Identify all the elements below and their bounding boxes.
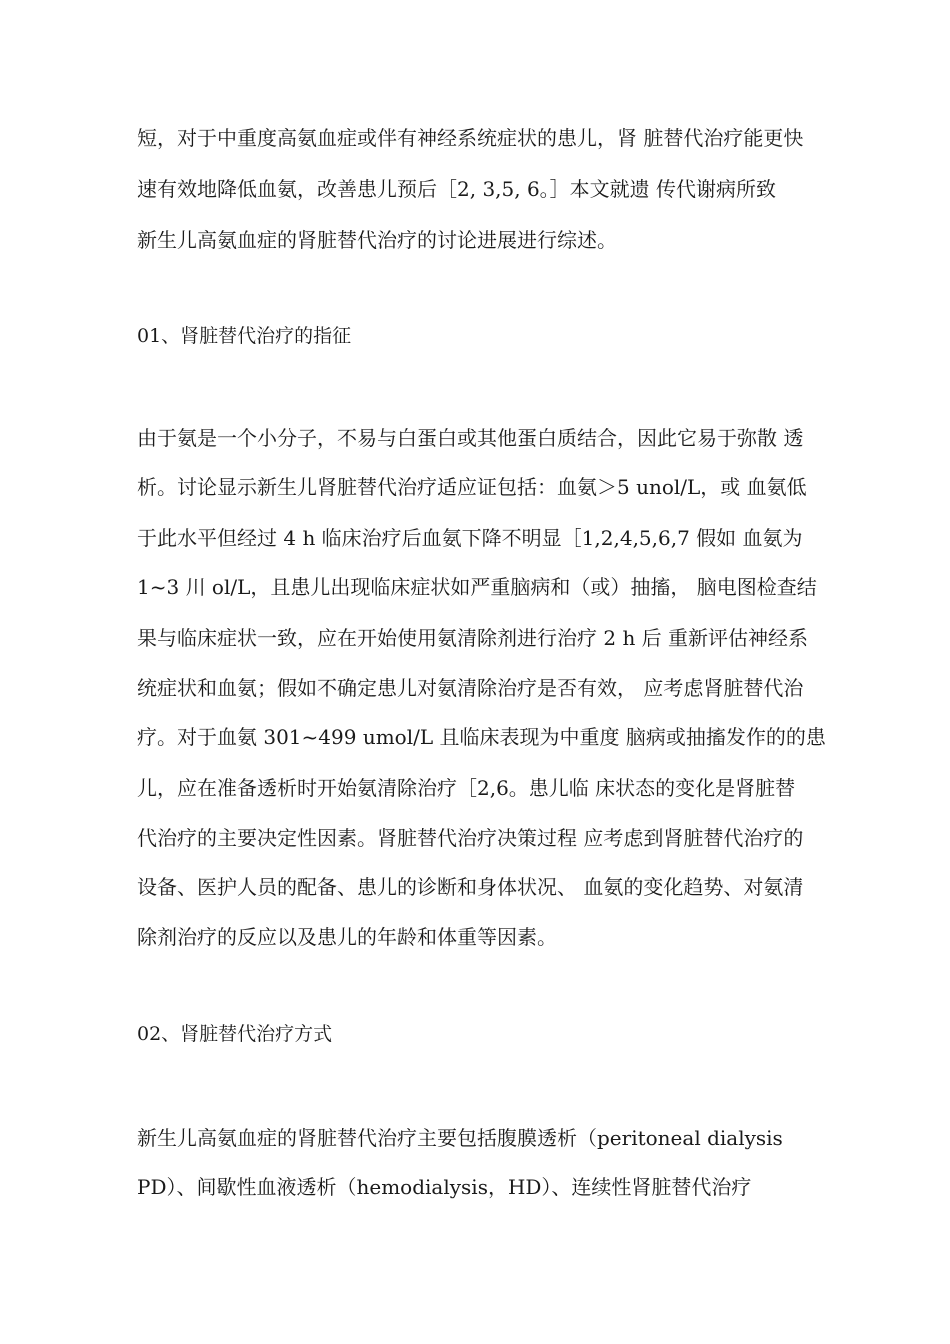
- paragraph-intro-line-1: 短，对于中重度高氨血症或伴有神经系统症状的患儿，肾 脏替代治疗能更快: [137, 126, 804, 150]
- section-1-line-3: 于此水平但经过 4 h 临床治疗后血氨下降不明显［1,2,4,5,6,7 假如 血氨为: [137, 526, 803, 550]
- section-1-line-1: 由于氨是一个小分子，不易与白蛋白或其他蛋白质结合，因此它易于弥散 透: [137, 426, 804, 450]
- section-1-line-6: 统症状和血氨；假如不确定患儿对氨清除治疗是否有效， 应考虑肾脏替代治: [137, 676, 804, 700]
- section-1-line-7: 疗。对于血氨 301~499 umol/L 且临床表现为中重度 脑病或抽搐发作的的患: [137, 725, 826, 749]
- section-2-heading: 02、肾脏替代治疗方式: [137, 1023, 333, 1045]
- section-1-line-4: 1~3 川 ol/L，且患儿出现临床症状如严重脑病和（或）抽搐， 脑电图检查结: [137, 575, 817, 599]
- section-1-heading: 01、肾脏替代治疗的指征: [137, 325, 352, 347]
- paragraph-intro-line-2: 速有效地降低血氨，改善患儿预后［2, 3,5, 6。］本文就遗 传代谢病所致: [137, 177, 777, 201]
- paragraph-intro-line-3: 新生儿高氨血症的肾脏替代治疗的讨论进展进行综述。: [137, 228, 617, 252]
- section-1-line-10: 设备、医护人员的配备、患儿的诊断和身体状况、 血氨的变化趋势、对氨清: [137, 875, 804, 899]
- section-2-line-1: 新生儿高氨血症的肾脏替代治疗主要包括腹膜透析（peritoneal dialysis: [137, 1126, 783, 1150]
- section-1-line-11: 除剂治疗的反应以及患儿的年龄和体重等因素。: [137, 925, 557, 949]
- section-2-line-2: PD）、间歇性血液透析（hemodialysis，HD）、连续性肾脏替代治疗: [137, 1175, 752, 1199]
- section-1-line-5: 果与临床症状一致，应在开始使用氨清除剂进行治疗 2 h 后 重新评估神经系: [137, 626, 809, 650]
- section-1-line-8: 儿，应在准备透析时开始氨清除治疗［2,6。患儿临 床状态的变化是肾脏替: [137, 776, 796, 800]
- section-1-line-9: 代治疗的主要决定性因素。肾脏替代治疗决策过程 应考虑到肾脏替代治疗的: [137, 826, 804, 850]
- section-1-line-2: 析。讨论显示新生儿肾脏替代治疗适应证包括：血氨＞5 unol/L，或 血氨低: [137, 475, 807, 499]
